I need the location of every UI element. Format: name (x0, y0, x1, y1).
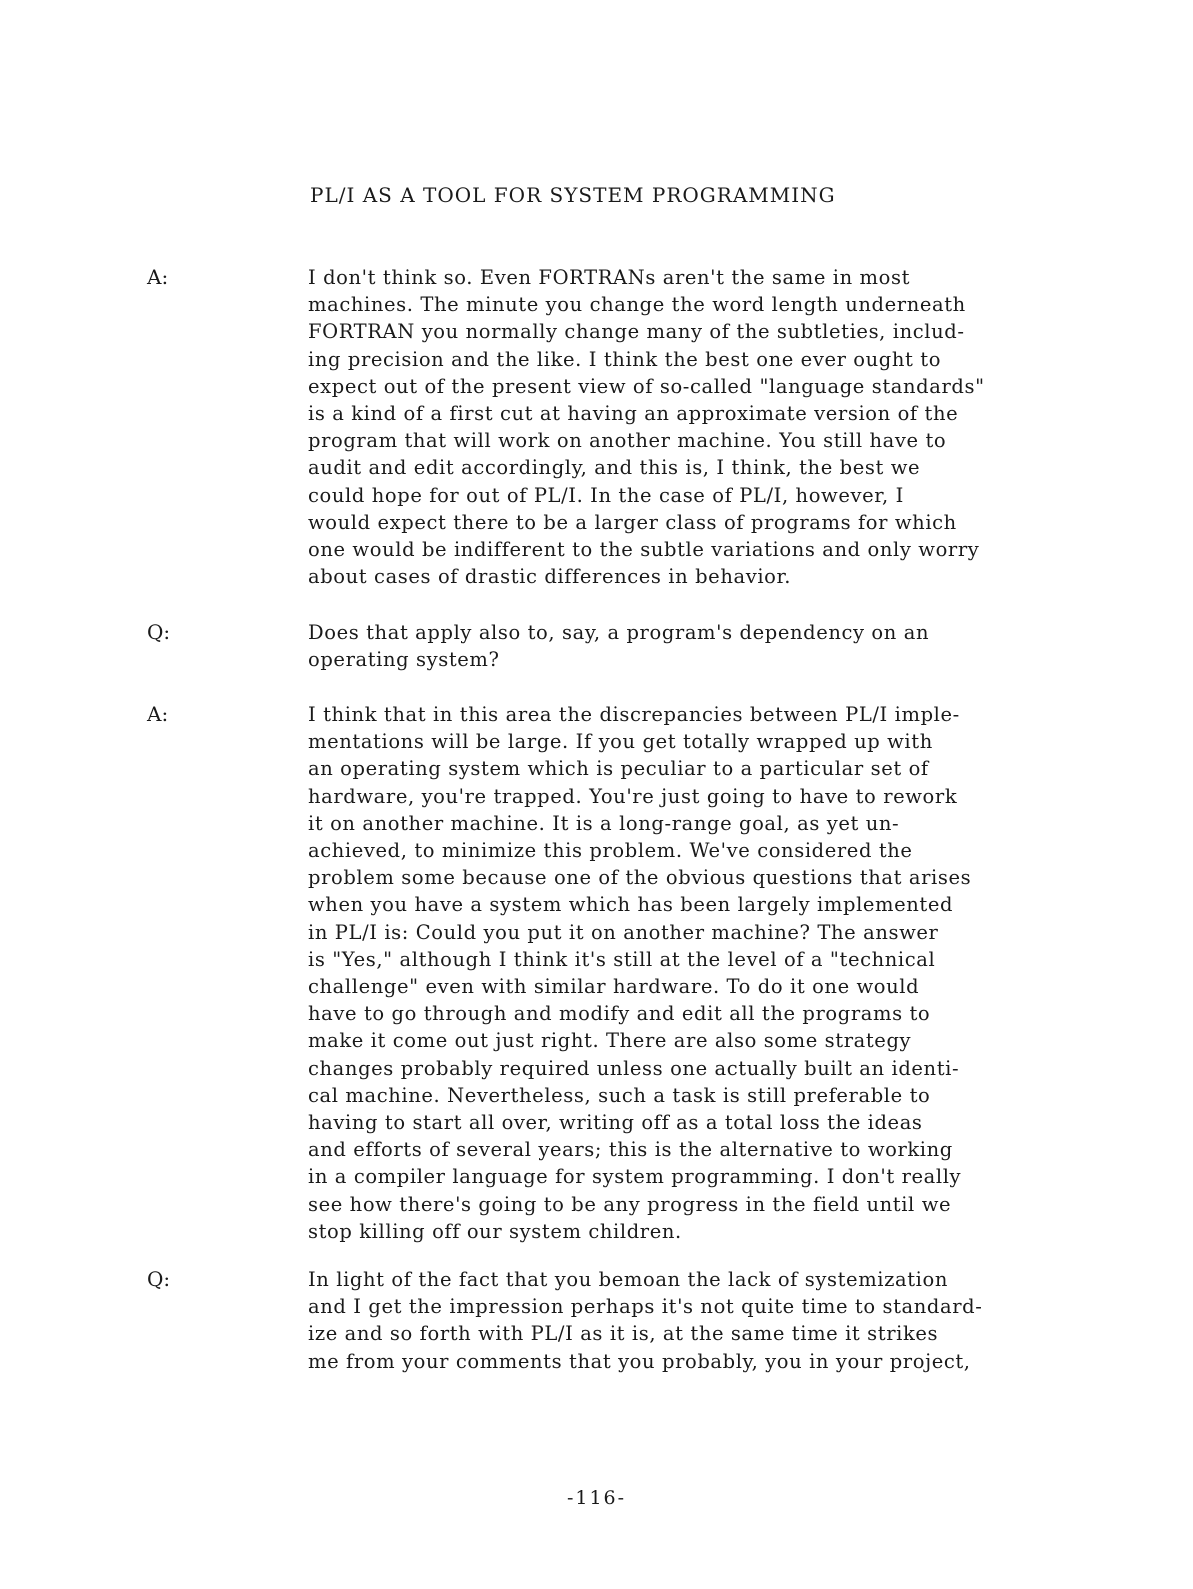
text-line: one would be indifferent to the subtle variations and only worry (308, 538, 980, 562)
answer-text (308, 701, 971, 1245)
question-text (308, 619, 929, 673)
text-line: and I get the impression perhaps it's not quite time to standard- (308, 1295, 983, 1319)
text-line: FORTRAN you normally change many of the subtleties, includ- (308, 320, 965, 344)
text-line: is a kind of a first cut at having an approximate version of the (308, 402, 959, 426)
text-line: program that will work on another machine. You still have to (308, 429, 947, 453)
text-line: and efforts of several years; this is the alternative to working (308, 1138, 953, 1162)
text-line: is "Yes," although I think it's still at the level of a "technical (308, 947, 936, 971)
text-line: machines. The minute you change the word length underneath (308, 293, 966, 317)
text-line: in PL/I is: Could you put it on another machine? The answer (308, 920, 939, 944)
text-line: me from your comments that you probably, you in your project, (308, 1349, 971, 1373)
text-line: changes probably required unless one actually built an identi- (308, 1056, 960, 1080)
text-line: could hope for out of PL/I. In the case of PL/I, however, I (308, 483, 904, 507)
text-line: operating system? (308, 648, 500, 672)
text-line: about cases of drastic differences in behavior. (308, 565, 792, 589)
speaker-label: A: (147, 265, 169, 289)
text-line: stop killing off our system children. (308, 1219, 682, 1243)
text-line: having to start all over, writing off as a total loss the ideas (308, 1111, 923, 1135)
text-line: mentations will be large. If you get totally wrapped up with (308, 730, 933, 754)
text-line: achieved, to minimize this problem. We've considered the (308, 839, 913, 863)
text-line: when you have a system which has been largely implemented (308, 893, 954, 917)
text-line: challenge" even with similar hardware. To do it one would (308, 975, 920, 999)
text-line: have to go through and modify and edit all the programs to (308, 1002, 931, 1026)
answer-text (308, 264, 985, 590)
text-line: hardware, you're trapped. You're just going to have to rework (308, 784, 958, 808)
speaker-label: Q: (147, 1267, 171, 1291)
text-line: problem some because one of the obvious questions that arises (308, 866, 972, 890)
text-line: ing precision and the like. I think the best one ever ought to (308, 347, 942, 371)
page-number: -116- (566, 1487, 627, 1509)
question-text (308, 1266, 982, 1375)
text-line: would expect there to be a larger class of programs for which (308, 510, 957, 534)
text-line: make it come out just right. There are also some strategy (308, 1029, 912, 1053)
text-line: I think that in this area the discrepancies between PL/I imple- (308, 703, 960, 726)
speaker-label: A: (147, 702, 169, 726)
text-line: I don't think so. Even FORTRANs aren't the same in most (308, 266, 911, 289)
text-line: Does that apply also to, say, a program's dependency on an (308, 621, 930, 644)
speaker-label: Q: (147, 620, 171, 644)
text-line: expect out of the present view of so-called "language standards" (308, 374, 985, 398)
text-line: In light of the fact that you bemoan the lack of systemization (308, 1268, 948, 1291)
text-line: it on another machine. It is a long-range goal, as yet un- (308, 811, 900, 835)
text-line: audit and edit accordingly, and this is, I think, the best we (308, 456, 921, 480)
running-title: PL/I AS A TOOL FOR SYSTEM PROGRAMMING (310, 183, 836, 207)
text-line: an operating system which is peculiar to a particular set of (308, 757, 929, 781)
text-line: ize and so forth with PL/I as it is, at the same time it strikes (308, 1322, 939, 1346)
text-line: cal machine. Nevertheless, such a task is still preferable to (308, 1083, 931, 1107)
text-line: in a compiler language for system programming. I don't really (308, 1165, 962, 1189)
text-line: see how there's going to be any progress in the field until we (308, 1192, 952, 1216)
